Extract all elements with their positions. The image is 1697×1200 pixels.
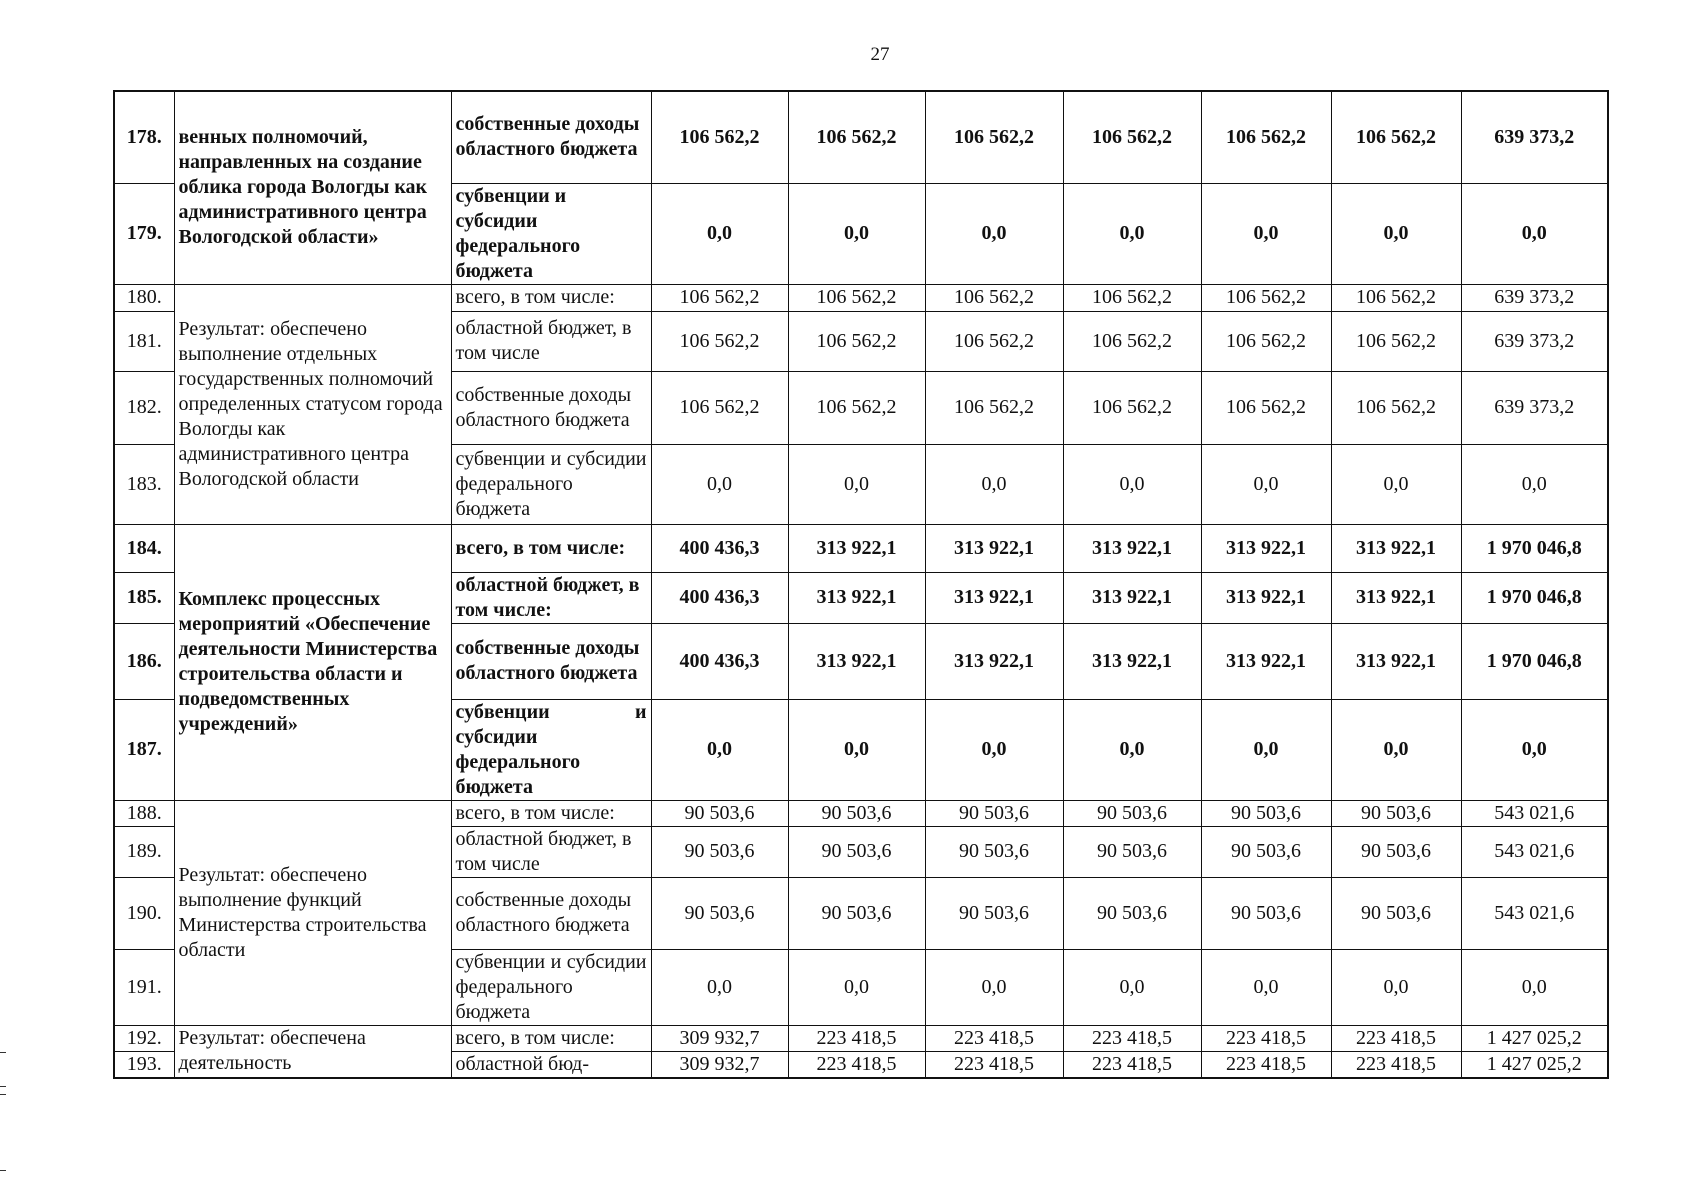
funding-source: собственные доходы областного бюджета [451, 623, 651, 699]
row-number: 187. [114, 699, 174, 800]
value-year: 106 562,2 [1331, 371, 1461, 444]
value-year: 223 418,5 [1201, 1025, 1331, 1051]
value-year: 0,0 [788, 699, 925, 800]
value-year: 90 503,6 [1063, 800, 1201, 826]
value-year: 90 503,6 [651, 826, 788, 877]
value-year: 90 503,6 [788, 800, 925, 826]
value-year: 90 503,6 [1331, 826, 1461, 877]
value-total: 1 970 046,8 [1461, 623, 1608, 699]
value-year: 90 503,6 [1331, 800, 1461, 826]
value-year: 106 562,2 [925, 311, 1063, 371]
row-number: 189. [114, 826, 174, 877]
value-year: 0,0 [1201, 183, 1331, 284]
table-row [114, 524, 1608, 572]
funding-source: собственные доходы областного бюджета [451, 91, 651, 183]
value-year: 106 562,2 [651, 284, 788, 311]
value-total: 1 970 046,8 [1461, 572, 1608, 623]
row-number: 190. [114, 877, 174, 949]
value-year: 0,0 [1201, 699, 1331, 800]
value-year: 0,0 [651, 183, 788, 284]
value-year: 223 418,5 [788, 1025, 925, 1051]
value-year: 106 562,2 [788, 311, 925, 371]
value-year: 106 562,2 [1063, 311, 1201, 371]
value-year: 0,0 [1331, 949, 1461, 1025]
funding-source: областной бюджет, в том числе [451, 826, 651, 877]
budget-table [113, 90, 1609, 1079]
value-total: 1 427 025,2 [1461, 1025, 1608, 1051]
value-total: 0,0 [1461, 183, 1608, 284]
value-year: 223 418,5 [1331, 1025, 1461, 1051]
value-year: 313 922,1 [1331, 572, 1461, 623]
value-year: 313 922,1 [925, 623, 1063, 699]
value-year: 313 922,1 [788, 623, 925, 699]
value-year: 106 562,2 [1331, 311, 1461, 371]
row-number: 179. [114, 183, 174, 284]
value-year: 223 418,5 [1063, 1051, 1201, 1078]
value-year: 106 562,2 [1063, 91, 1201, 183]
value-total: 543 021,6 [1461, 800, 1608, 826]
value-year: 106 562,2 [925, 371, 1063, 444]
margin-mark [0, 1170, 6, 1171]
value-year: 0,0 [651, 949, 788, 1025]
value-year: 313 922,1 [1201, 623, 1331, 699]
value-year: 0,0 [788, 444, 925, 524]
value-total: 639 373,2 [1461, 371, 1608, 444]
value-year: 309 932,7 [651, 1051, 788, 1078]
table-row [114, 1025, 1608, 1051]
value-year: 106 562,2 [788, 284, 925, 311]
value-year: 106 562,2 [1201, 311, 1331, 371]
value-year: 0,0 [651, 444, 788, 524]
funding-source: субвенции и субсидии федерального бюджета [451, 444, 651, 524]
funding-source: субвенции и субсидии федерального бюджета [451, 949, 651, 1025]
table-row [114, 284, 1608, 311]
item-description: Результат: обеспечено выполнение функций Министерства строительства области [174, 800, 451, 1025]
value-year: 400 436,3 [651, 572, 788, 623]
value-year: 90 503,6 [1063, 826, 1201, 877]
value-year: 106 562,2 [1331, 91, 1461, 183]
value-total: 0,0 [1461, 444, 1608, 524]
row-number: 183. [114, 444, 174, 524]
funding-source: всего, в том числе: [451, 1025, 651, 1051]
value-year: 223 418,5 [788, 1051, 925, 1078]
value-year: 106 562,2 [1201, 284, 1331, 311]
value-year: 106 562,2 [925, 91, 1063, 183]
value-year: 0,0 [1201, 949, 1331, 1025]
value-year: 0,0 [1331, 699, 1461, 800]
value-total: 1 427 025,2 [1461, 1051, 1608, 1078]
value-year: 313 922,1 [1063, 524, 1201, 572]
value-year: 0,0 [925, 444, 1063, 524]
row-number: 178. [114, 91, 174, 183]
funding-source: областной бюд- [451, 1051, 651, 1078]
value-year: 313 922,1 [1201, 524, 1331, 572]
value-year: 223 418,5 [1201, 1051, 1331, 1078]
margin-mark [0, 1052, 6, 1053]
item-description: Комплекс процессных мероприятий «Обеспечение деятельности Министерства строительства области и подведомственных учреждений» [174, 524, 451, 800]
value-year: 90 503,6 [925, 800, 1063, 826]
value-year: 90 503,6 [651, 877, 788, 949]
value-year: 309 932,7 [651, 1025, 788, 1051]
margin-mark [0, 1094, 6, 1095]
value-total: 543 021,6 [1461, 826, 1608, 877]
value-total: 543 021,6 [1461, 877, 1608, 949]
item-description: Результат: обеспечена деятельность [174, 1025, 451, 1078]
value-year: 90 503,6 [788, 877, 925, 949]
value-total: 639 373,2 [1461, 91, 1608, 183]
value-year: 90 503,6 [925, 826, 1063, 877]
value-total: 0,0 [1461, 949, 1608, 1025]
value-year: 0,0 [1063, 949, 1201, 1025]
value-year: 0,0 [925, 949, 1063, 1025]
row-number: 191. [114, 949, 174, 1025]
row-number: 188. [114, 800, 174, 826]
funding-source: собственные доходы областного бюджета [451, 877, 651, 949]
value-year: 106 562,2 [651, 91, 788, 183]
value-total: 0,0 [1461, 699, 1608, 800]
value-year: 0,0 [925, 183, 1063, 284]
value-year: 90 503,6 [1201, 877, 1331, 949]
row-number: 180. [114, 284, 174, 311]
row-number: 181. [114, 311, 174, 371]
value-year: 90 503,6 [925, 877, 1063, 949]
value-year: 0,0 [925, 699, 1063, 800]
item-description: Результат: обеспечено выполнение отдельных государственных полномочий определенных статусом города Вологды как административного центра Вологодской области [174, 284, 451, 524]
margin-mark [0, 1086, 6, 1087]
value-year: 313 922,1 [1063, 623, 1201, 699]
value-year: 90 503,6 [788, 826, 925, 877]
value-year: 0,0 [1063, 699, 1201, 800]
value-total: 1 970 046,8 [1461, 524, 1608, 572]
value-year: 313 922,1 [788, 524, 925, 572]
row-number: 193. [114, 1051, 174, 1078]
row-number: 184. [114, 524, 174, 572]
value-year: 90 503,6 [1331, 877, 1461, 949]
row-number: 192. [114, 1025, 174, 1051]
value-year: 313 922,1 [1201, 572, 1331, 623]
row-number: 182. [114, 371, 174, 444]
funding-source: областной бюджет, в том числе: [451, 572, 651, 623]
value-year: 90 503,6 [1063, 877, 1201, 949]
funding-source: субвенции и субсидии федерального бюджета [451, 183, 651, 284]
value-year: 106 562,2 [651, 371, 788, 444]
value-year: 106 562,2 [1063, 371, 1201, 444]
funding-source: областной бюджет, в том числе [451, 311, 651, 371]
value-year: 0,0 [651, 699, 788, 800]
funding-source: всего, в том числе: [451, 284, 651, 311]
value-year: 313 922,1 [1331, 524, 1461, 572]
value-year: 313 922,1 [1063, 572, 1201, 623]
item-description: венных полномочий, направленных на создание облика города Вологды как административного центра Вологодской области» [174, 91, 451, 284]
value-year: 0,0 [1331, 183, 1461, 284]
value-total: 639 373,2 [1461, 284, 1608, 311]
value-year: 223 418,5 [925, 1051, 1063, 1078]
value-year: 223 418,5 [1331, 1051, 1461, 1078]
value-year: 313 922,1 [1331, 623, 1461, 699]
value-year: 223 418,5 [1063, 1025, 1201, 1051]
row-number: 186. [114, 623, 174, 699]
page-number: 27 [870, 44, 890, 65]
table-row [114, 91, 1608, 183]
value-year: 106 562,2 [1201, 91, 1331, 183]
value-year: 0,0 [1063, 183, 1201, 284]
funding-source: всего, в том числе: [451, 524, 651, 572]
value-year: 313 922,1 [925, 524, 1063, 572]
value-year: 106 562,2 [925, 284, 1063, 311]
funding-source: всего, в том числе: [451, 800, 651, 826]
value-year: 0,0 [1201, 444, 1331, 524]
value-year: 106 562,2 [1201, 371, 1331, 444]
value-year: 90 503,6 [1201, 826, 1331, 877]
funding-source: субвенции и субсидии федерального бюджета [451, 699, 651, 800]
value-year: 90 503,6 [651, 800, 788, 826]
value-year: 313 922,1 [788, 572, 925, 623]
value-year: 0,0 [1331, 444, 1461, 524]
value-total: 639 373,2 [1461, 311, 1608, 371]
row-number: 185. [114, 572, 174, 623]
value-year: 400 436,3 [651, 623, 788, 699]
funding-source: собственные доходы областного бюджета [451, 371, 651, 444]
table-row [114, 800, 1608, 826]
value-year: 106 562,2 [651, 311, 788, 371]
value-year: 0,0 [1063, 444, 1201, 524]
value-year: 106 562,2 [1063, 284, 1201, 311]
value-year: 313 922,1 [925, 572, 1063, 623]
value-year: 106 562,2 [788, 91, 925, 183]
value-year: 223 418,5 [925, 1025, 1063, 1051]
value-year: 0,0 [788, 949, 925, 1025]
value-year: 106 562,2 [1331, 284, 1461, 311]
value-year: 400 436,3 [651, 524, 788, 572]
value-year: 0,0 [788, 183, 925, 284]
value-year: 90 503,6 [1201, 800, 1331, 826]
value-year: 106 562,2 [788, 371, 925, 444]
